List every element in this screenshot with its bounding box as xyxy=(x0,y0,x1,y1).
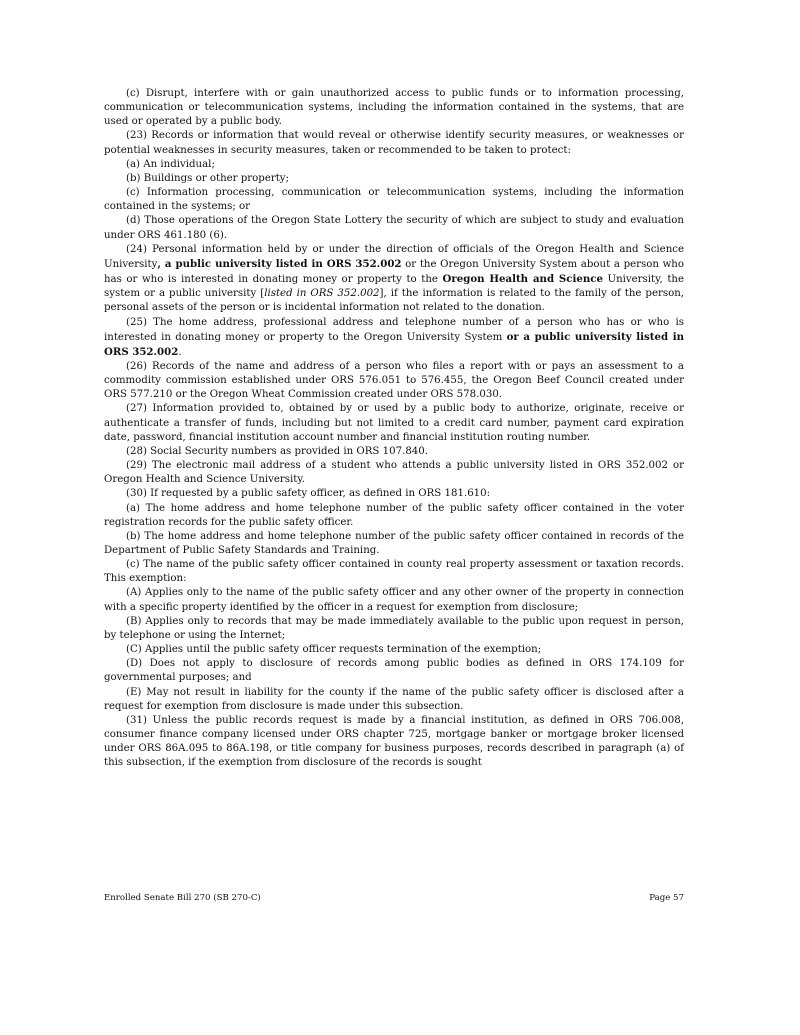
text-run: (a) An individual; xyxy=(126,158,215,170)
paragraph xyxy=(104,158,684,172)
text-run: (30) If requested by a public safety officer, as defined in ORS 181.610: xyxy=(126,488,491,500)
paragraph xyxy=(104,360,684,402)
text-run: (29) The electronic mail address of a student who attends a public university listed in ORS 352.002 or Oregon Health and Science University. xyxy=(104,460,684,486)
text-run: (27) Information provided to, obtained by or used by a public body to authorize, originate, receive or authenticate a transfer of funds, including but not limited to a credit card number, payment card expiration date, password, financial institution account number and financial institution routing number. xyxy=(104,403,684,443)
text-run: (a) The home address and home telephone number of the public safety officer contained in the voter registration records for the public safety officer. xyxy=(104,502,684,528)
text-run: (23) Records or information that would reveal or otherwise identify security measures, or weaknesses or potential weaknesses in security measures, taken or recommended to be taken to protect: xyxy=(104,130,684,156)
text-run: (d) Those operations of the Oregon State Lottery the security of which are subject to study and evaluation under ORS 461.180 (6). xyxy=(104,215,684,241)
bold-text: or a public university listed in ORS 352.002 xyxy=(104,330,684,358)
text-run: (25) The home address, professional address and telephone number of a person who has or who is interested in donating money or property to the Oregon University System xyxy=(104,316,684,343)
paragraph xyxy=(104,686,684,714)
bill-identifier: Enrolled Senate Bill 270 (SB 270-C) xyxy=(104,893,261,903)
paragraph xyxy=(104,558,684,586)
paragraph xyxy=(104,214,684,242)
text-run: (c) Information processing, communication or telecommunication systems, including the information contained in the systems; or xyxy=(104,187,684,213)
paragraph xyxy=(104,87,684,129)
text-run: (b) The home address and home telephone number of the public safety officer contained in records of the Department of Public Safety Standards and Training. xyxy=(104,530,684,556)
bold-text: Oregon Health and Science xyxy=(442,273,603,286)
text-run: (28) Social Security numbers as provided in ORS 107.840. xyxy=(126,445,429,457)
text-run: (C) Applies until the public safety officer requests termination of the exemption; xyxy=(126,644,542,656)
paragraph xyxy=(104,243,684,316)
text-run: (26) Records of the name and address of a person who files a report with or pays an assessment to a commodity commission established under ORS 576.051 to 576.455, the Oregon Beef Council created under ORS 577.210 or the Oregon Wheat Commission created under ORS 578.030. xyxy=(104,360,684,401)
paragraph xyxy=(104,586,684,614)
paragraph xyxy=(104,502,684,530)
text-run: (31) Unless the public records request is made by a financial institution, as defined in ORS 706.008, consumer finance company licensed under ORS chapter 725, mortgage banker or mortgage broker licensed under ORS 86A.095 to 86A.198, or title company for business purposes, records described in paragraph (a) of this subsection, if the exemption from disclosure of the records is sought xyxy=(104,714,684,769)
text-run: (b) Buildings or other property; xyxy=(126,172,289,184)
paragraph xyxy=(104,530,684,558)
paragraph xyxy=(104,714,684,771)
text-run: (24) Personal information held by or under the direction of officials of the Oregon Health and Science University xyxy=(104,243,684,270)
text-run: (E) May not result in liability for the county if the name of the public safety officer is disclosed after a request for exemption from disclosure is made under this subsection. xyxy=(104,686,684,712)
paragraph xyxy=(104,657,684,685)
paragraph xyxy=(104,129,684,157)
text-run: University, the system or a public university [ xyxy=(104,274,684,300)
page-footer xyxy=(104,893,684,903)
page-number: Page 57 xyxy=(649,893,684,903)
paragraph xyxy=(104,402,684,444)
paragraph xyxy=(104,643,684,657)
text-run: (A) Applies only to the name of the public safety officer and any other owner of the property in connection with a specific property identified by the officer in a request for exemption from disclosure; xyxy=(104,587,684,613)
text-run: (c) Disrupt, interfere with or gain unauthorized access to public funds or to information processing, communication or telecommunication systems, including the information contained in the systems, that are used or operated by a public body. xyxy=(104,88,684,128)
paragraph xyxy=(104,487,684,501)
paragraph xyxy=(104,316,684,360)
text-run: (B) Applies only to records that may be made immediately available to the public upon request in person, by telephone or using the Internet; xyxy=(104,615,684,641)
text-run: ], if the information is related to the family of the person, personal assets of the person or is incidental information not related to the donation. xyxy=(104,288,684,314)
text-run: (c) The name of the public safety officer contained in county real property assessment or taxation records. This exemption: xyxy=(104,559,684,585)
paragraph xyxy=(104,186,684,214)
text-run: . xyxy=(178,346,182,358)
paragraph xyxy=(104,172,684,186)
bold-text: , a public university listed in ORS 352.002 xyxy=(157,257,402,270)
paragraph xyxy=(104,615,684,643)
document-body xyxy=(104,87,684,771)
paragraph xyxy=(104,459,684,487)
paragraph xyxy=(104,445,684,459)
italic-text: listed in ORS 352.002 xyxy=(264,288,380,300)
text-run: (D) Does not apply to disclosure of records among public bodies as defined in ORS 174.109 for governmental purposes; and xyxy=(104,658,684,684)
text-run: or the Oregon University System about a person who has or who is interested in donating money or property to the xyxy=(104,258,685,286)
